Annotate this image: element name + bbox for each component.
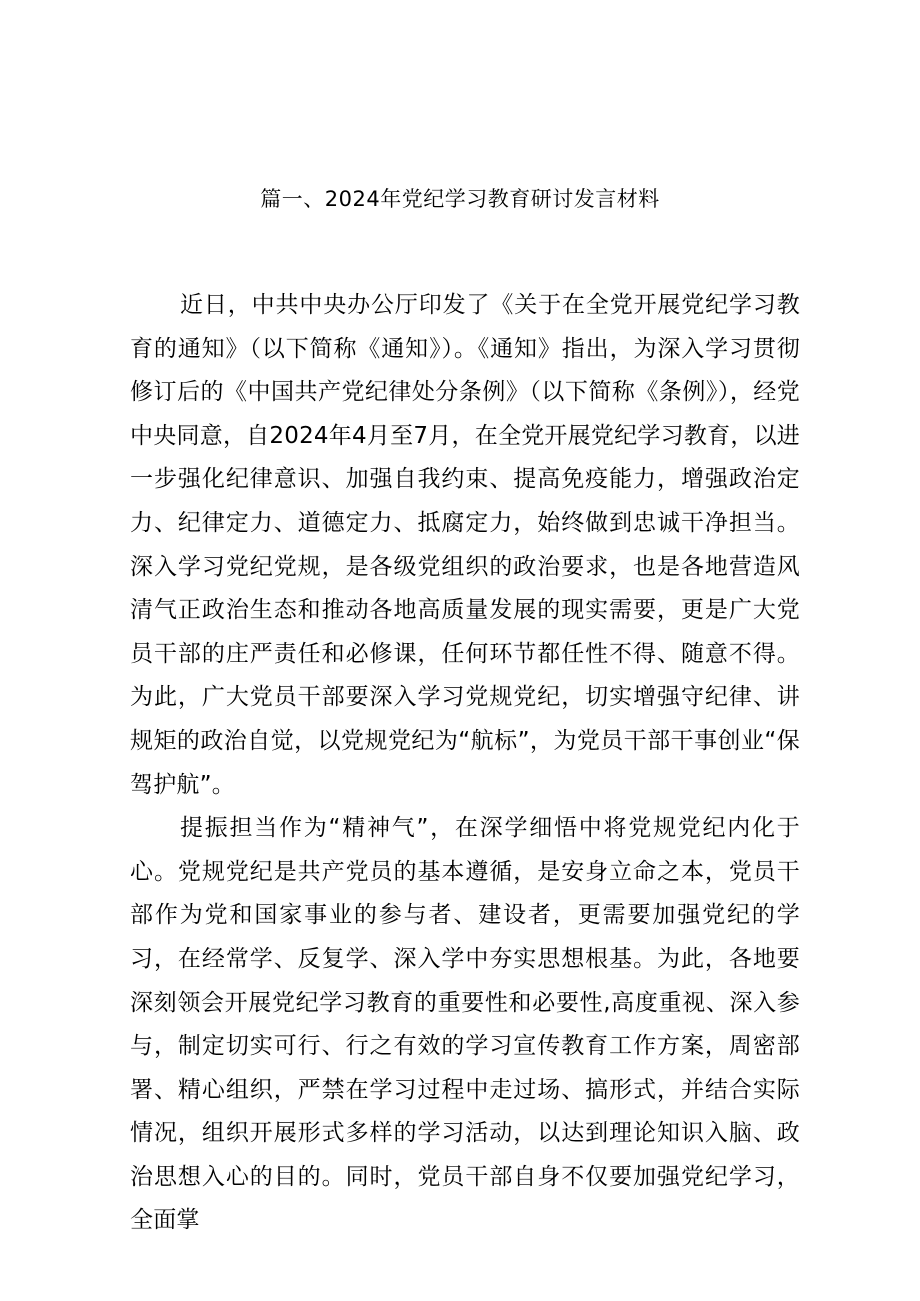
document-body: [130, 284, 800, 1243]
document-title: 篇一、2024年党纪学习教育研讨发言材料: [260, 187, 660, 211]
paragraph-2: 提振担当作为“精神气”，在深学细悟中将党规党纪内化于心。党规党纪是共产党员的基本遵循，是安身立命之本，党员干部作为党和国家事业的参与者、建设者，更需要加强党纪的学习，在经常学、反复学、深入学中夯实思想根基。为此，各地要深刻领会开展党纪学习教育的重要性和必要性,高度重视、深入参与，制定切实可行、行之有效的学习宣传教育工作方案，周密部署、精心组织，严禁在学习过程中走过场、搞形式，并结合实际情况，组织开展形式多样的学习活动，以达到理论知识入脑、政治思想入心的目的。同时，党员干部自身不仅要加强党纪学习，全面掌: [130, 815, 800, 1234]
paragraph-1: 近日，中共中央办公厅印发了《关于在全党开展党纪学习教育的通知》（以下简称《通知》）。《通知》指出，为深入学习贯彻修订后的《中国共产党纪律处分条例》（以下简称《条例》），经党中央同意，自2024年4月至7月，在全党开展党纪学习教育，以进一步强化纪律意识、加强自我约束、提高免疫能力，增强政治定力、纪律定力、道德定力、抵腐定力，始终做到忠诚干净担当。深入学习党纪党规，是各级党组织的政治要求，也是各地营造风清气正政治生态和推动各地高质量发展的现实需要，更是广大党员干部的庄严责任和必修课，任何环节都任性不得、随意不得。为此，广大党员干部要深入学习党规党纪，切实增强守纪律、讲规矩的政治自觉，以党规党纪为“航标”，为党员干部干事创业“保驾护航”。: [130, 292, 800, 798]
